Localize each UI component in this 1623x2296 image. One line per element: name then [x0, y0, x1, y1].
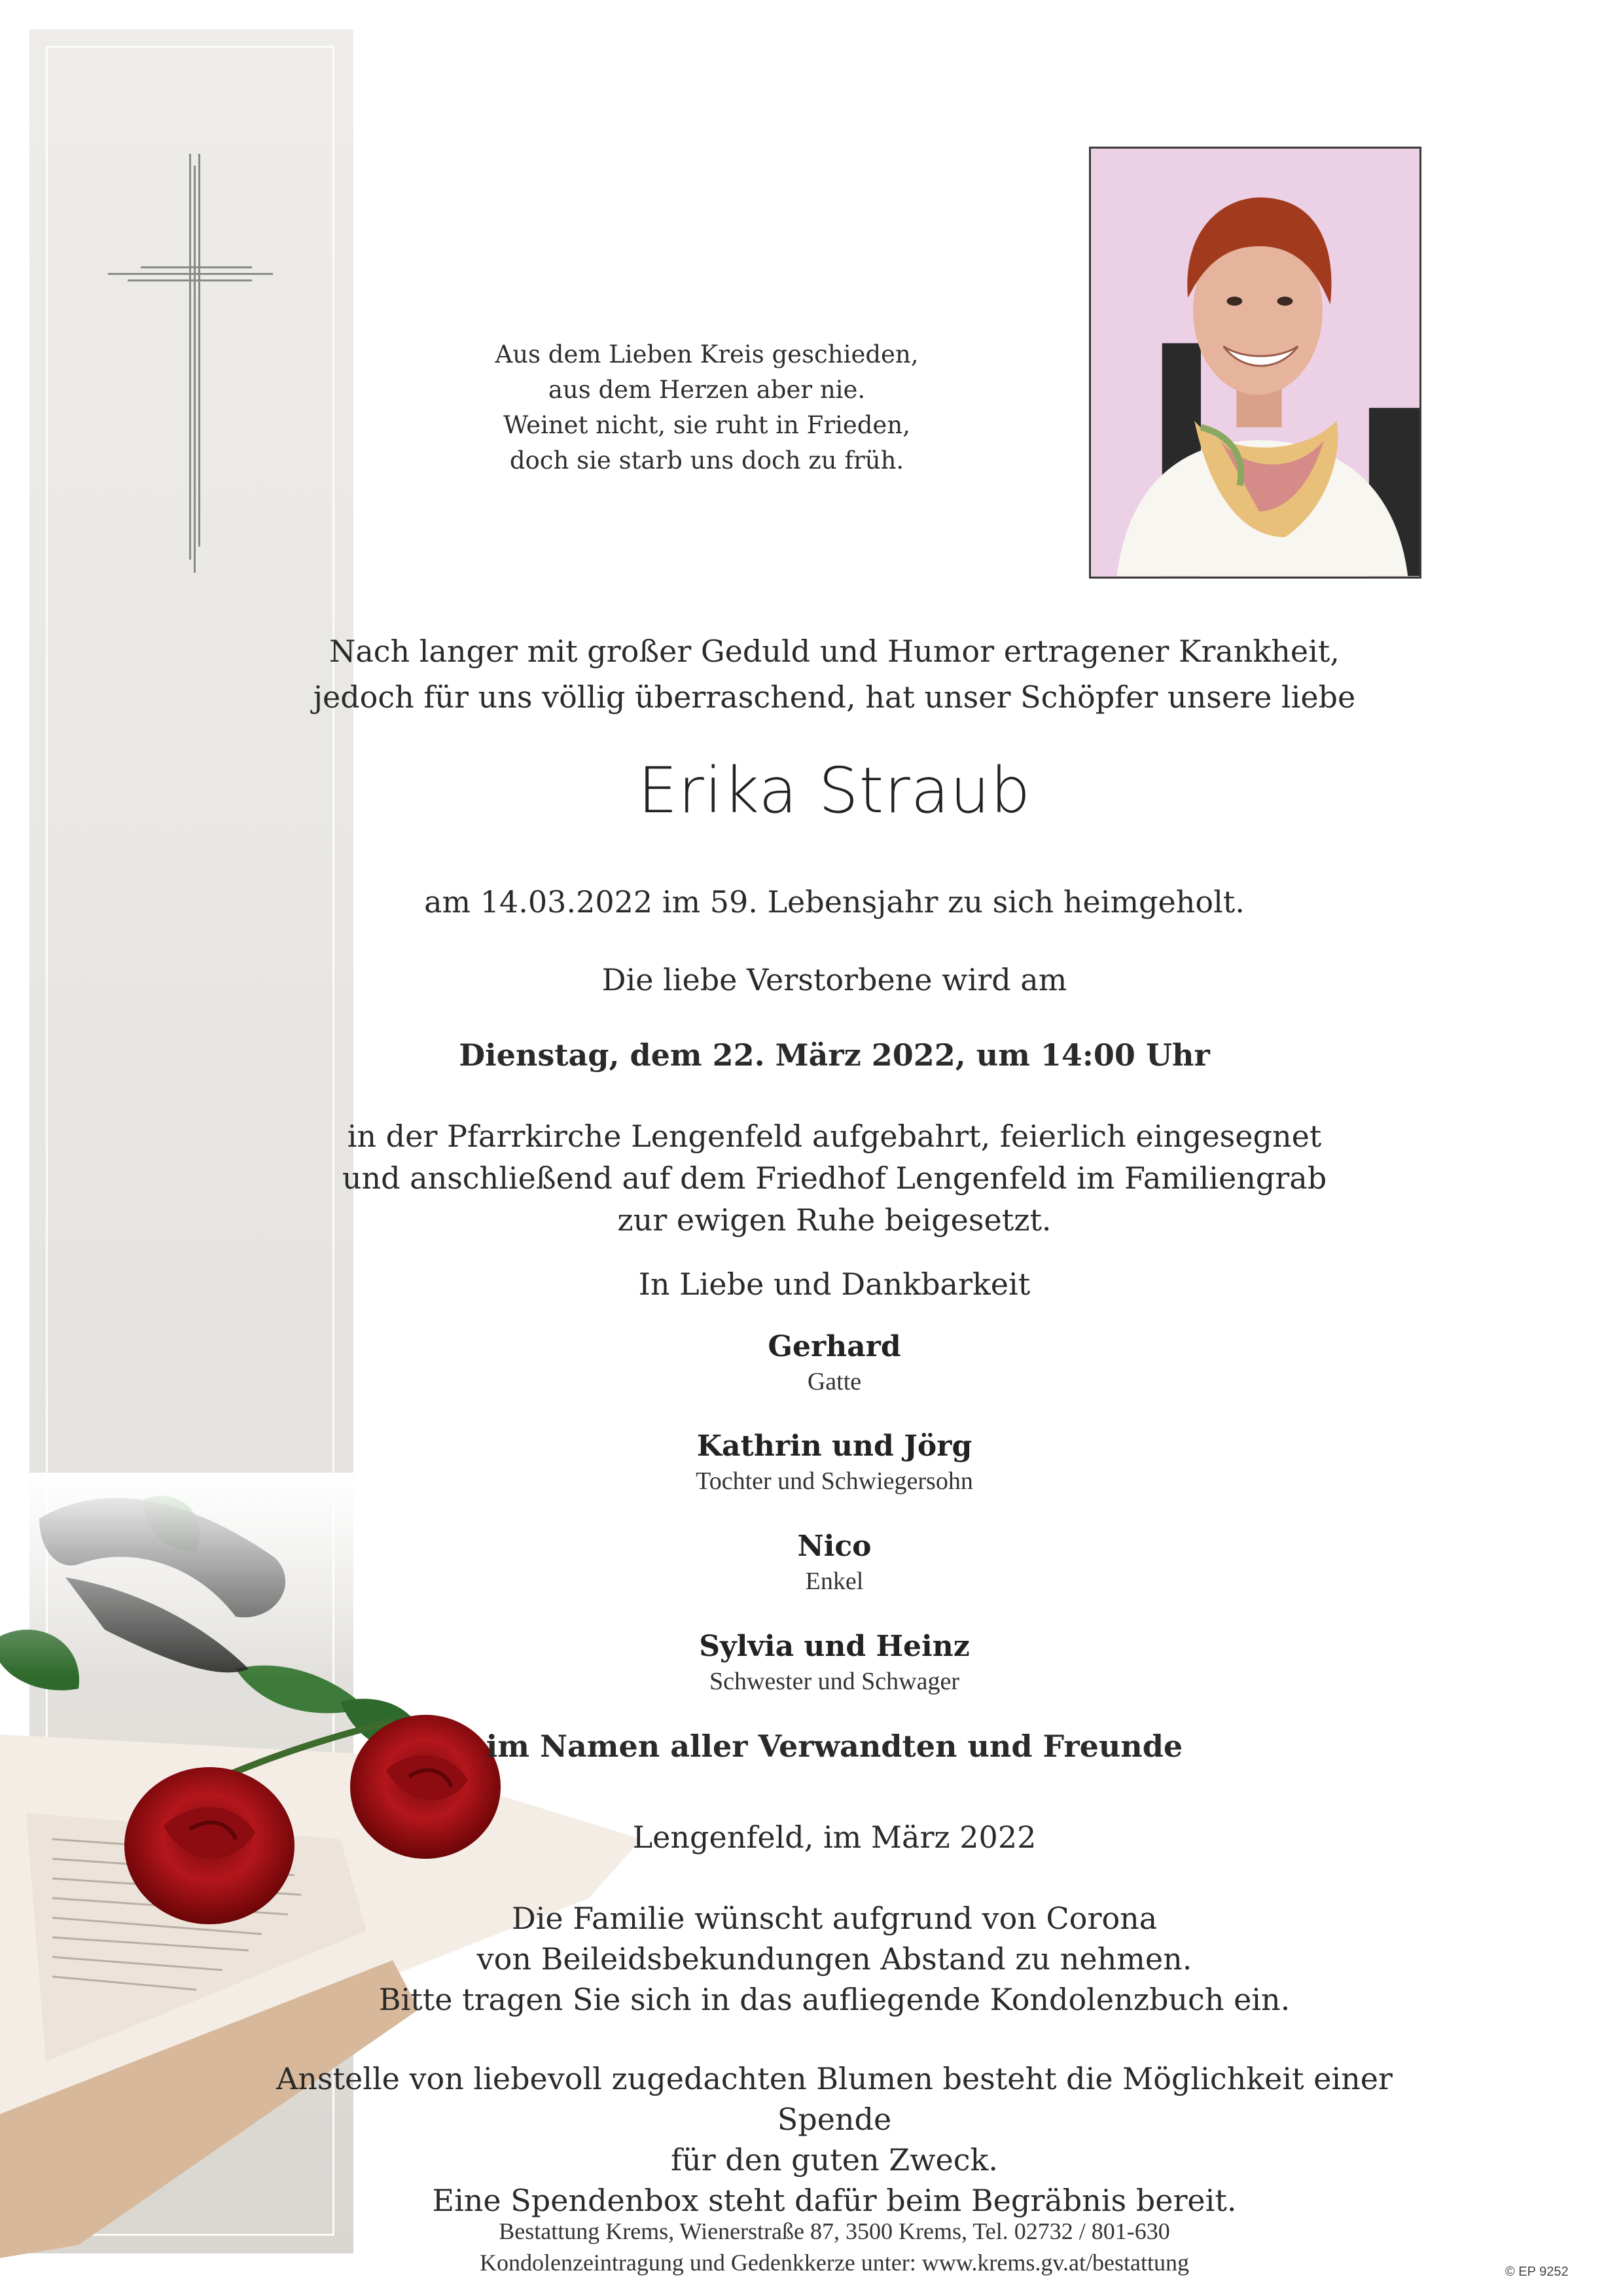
- footer-line: Kondolenzeintragung und Gedenkkerze unter: www.krems.gv.at/bestattung: [479, 2250, 1189, 2276]
- deceased-name: Erika Straub: [637, 754, 1031, 827]
- mourner-relation: Tochter und Schwiegersohn: [696, 1467, 973, 1495]
- mourner-name: Nico: [797, 1530, 872, 1563]
- memorial-verse: [432, 337, 982, 478]
- mourner-name: Gerhard: [768, 1330, 901, 1363]
- ceremony-place-line: und anschließend auf dem Friedhof Lengenfeld im Familiengrab: [342, 1160, 1327, 1196]
- funeral-home-footer: [275, 2215, 1394, 2278]
- intro-line: jedoch für uns völlig überraschend, hat unser Schöpfer unsere liebe: [313, 679, 1356, 715]
- donation-note-line: für den guten Zweck.: [670, 2142, 999, 2178]
- donation-note-line: Eine Spendenbox steht dafür beim Begräbnis bereit.: [432, 2183, 1237, 2218]
- announcement-intro: [275, 628, 1394, 720]
- mourner-name: Sylvia und Heinz: [699, 1630, 970, 1663]
- ceremony-place: [275, 1115, 1394, 1241]
- mourner-entry: [537, 1428, 1132, 1498]
- mourner-entry: [537, 1329, 1132, 1398]
- ceremony-place-line: in der Pfarrkirche Lengenfeld aufgebahrt, feierlich eingesegnet: [347, 1119, 1322, 1154]
- mourner-relation: Enkel: [805, 1568, 864, 1595]
- verse-line: aus dem Herzen aber nie.: [548, 376, 866, 404]
- death-date-line: am 14.03.2022 im 59. Lebensjahr zu sich heimgeholt.: [424, 884, 1245, 920]
- verse-line: doch sie starb uns doch zu früh.: [509, 446, 904, 475]
- mourner-relation: Schwester und Schwager: [709, 1668, 959, 1695]
- mourner-name: Kathrin und Jörg: [696, 1429, 972, 1463]
- ceremony-place-line: zur ewigen Ruhe beigesetzt.: [617, 1202, 1052, 1238]
- mourner-entry: [537, 1528, 1132, 1598]
- corona-note-line: von Beileidsbekundungen Abstand zu nehmen.: [476, 1941, 1192, 1977]
- intro-line: Nach langer mit großer Geduld und Humor ertragener Krankheit,: [329, 634, 1340, 669]
- footer-line: Bestattung Krems, Wienerstraße 87, 3500 Krems, Tel. 02732 / 801-630: [499, 2218, 1170, 2244]
- donation-note: [275, 2058, 1394, 2221]
- place-and-date: Lengenfeld, im März 2022: [632, 1820, 1037, 1855]
- verse-line: Weinet nicht, sie ruht in Frieden,: [503, 411, 910, 439]
- mourner-relation: Gatte: [807, 1368, 862, 1395]
- ceremony-datetime: Dienstag, dem 22. März 2022, um 14:00 Uhr: [459, 1037, 1210, 1073]
- verse-line: Aus dem Lieben Kreis geschieden,: [495, 340, 919, 368]
- portrait-photo: [1089, 147, 1421, 579]
- donation-note-line: Anstelle von liebevoll zugedachten Blumen besteht die Möglichkeit einer Spende: [276, 2061, 1393, 2137]
- template-code: © EP 9252: [1505, 2265, 1569, 2279]
- thanks-line: In Liebe und Dankbarkeit: [638, 1266, 1031, 1302]
- corona-note-line: Die Familie wünscht aufgrund von Corona: [511, 1901, 1158, 1936]
- relatives-line: im Namen aller Verwandten und Freunde: [486, 1729, 1183, 1764]
- ceremony-intro: Die liebe Verstorbene wird am: [601, 962, 1067, 997]
- cross-icon: [108, 154, 278, 573]
- portrait-image: [1091, 149, 1419, 577]
- corona-note-line: Bitte tragen Sie sich in das aufliegende Kondolenzbuch ein.: [378, 1982, 1291, 2017]
- mourner-entry: [537, 1628, 1132, 1698]
- corona-note: [275, 1898, 1394, 2020]
